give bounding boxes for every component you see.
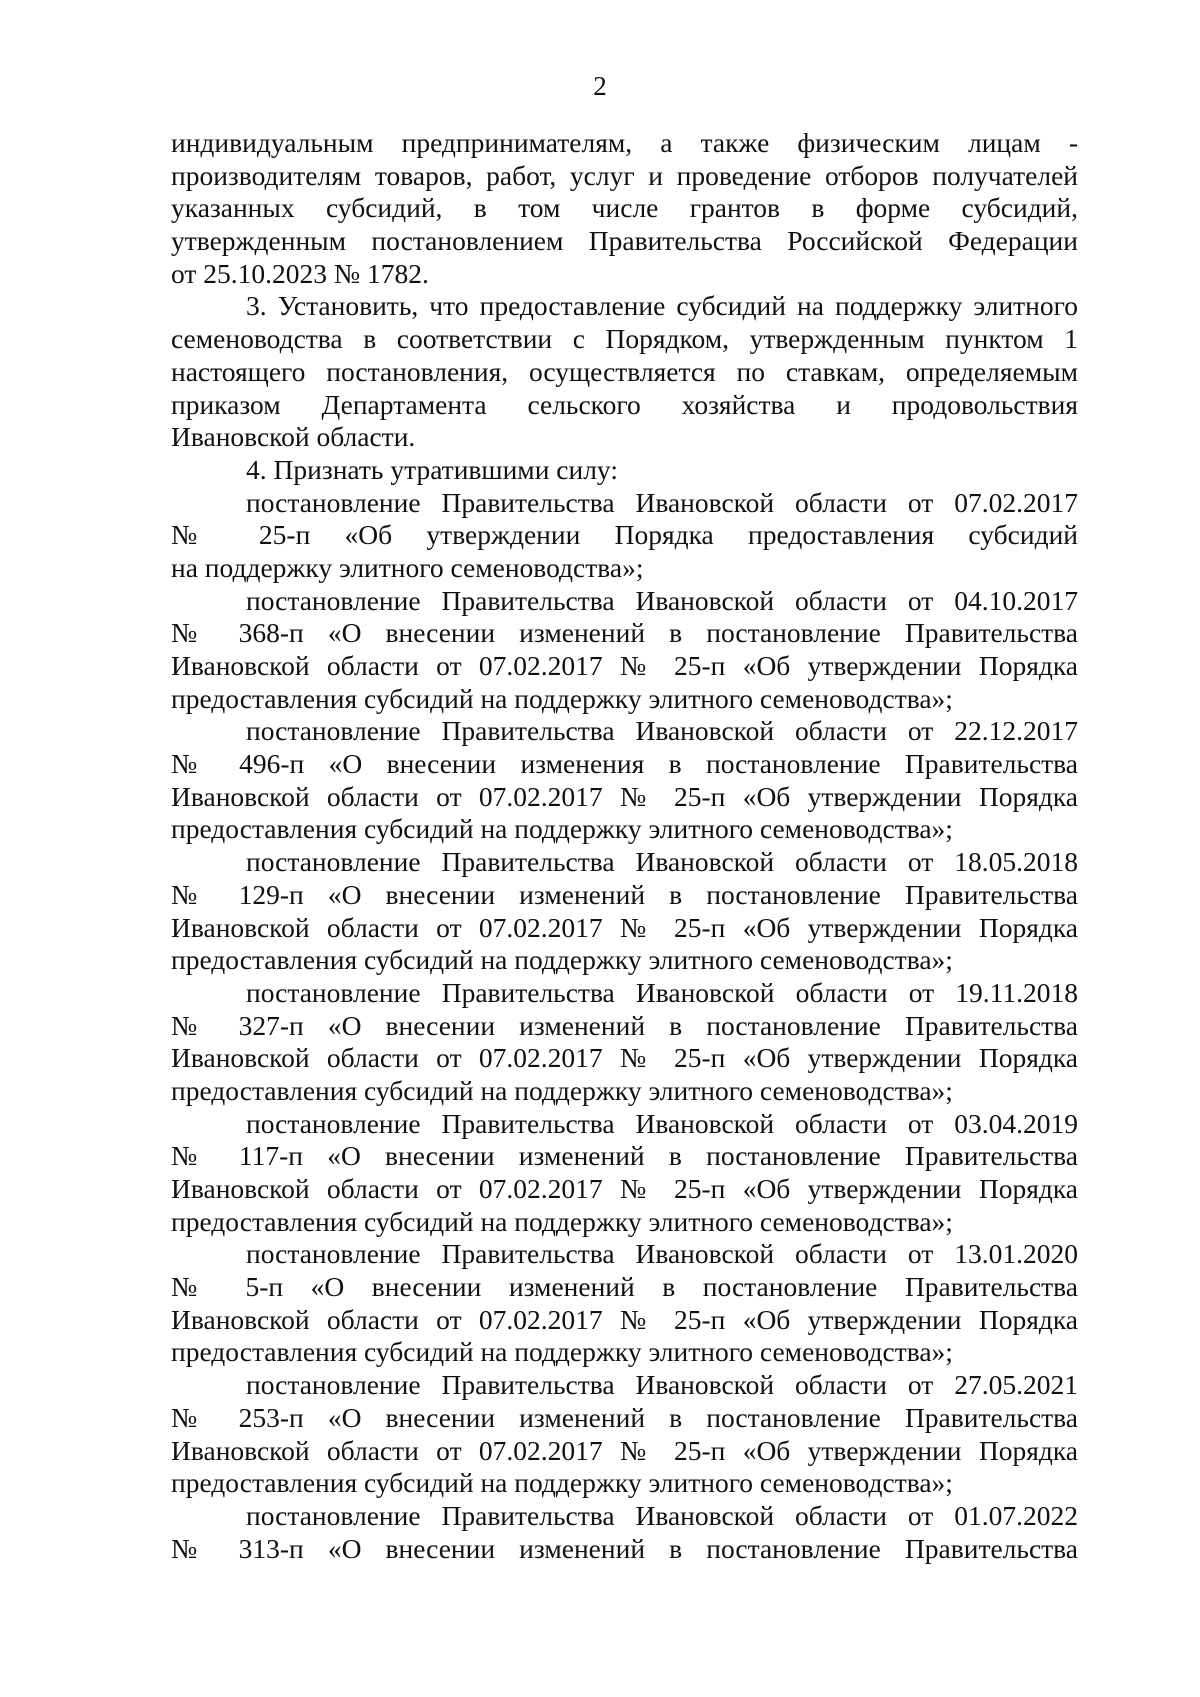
text-line: постановление Правительства Ивановской области от 18.05.2018 [246, 846, 1078, 878]
text-line: постановление Правительства Ивановской области от 13.01.2020 [246, 1238, 1078, 1270]
text-line: постановление Правительства Ивановской области от 27.05.2021 [246, 1369, 1078, 1401]
text-line: предоставления субсидий на поддержку элитного семеноводства»; [171, 1336, 953, 1368]
text-line: № 496-п «О внесении изменения в постановление Правительства [171, 748, 1078, 780]
paragraph [171, 290, 1078, 453]
text-line: постановление Правительства Ивановской области от 19.11.2018 [246, 976, 1078, 1008]
text-line: № 327-п «О внесении изменений в постановление Правительства [171, 1009, 1078, 1041]
text-line: от 25.10.2023 № 1782. [171, 257, 429, 289]
text-line: № 253-п «О внесении изменений в постановление Правительства [171, 1401, 1078, 1433]
text-line: Ивановской области. [171, 421, 416, 453]
page-number: 2 [593, 71, 607, 101]
text-line: постановление Правительства Ивановской области от 03.04.2019 [246, 1107, 1078, 1139]
text-line: № 368-п «О внесении изменений в постановление Правительства [171, 617, 1078, 649]
text-line: приказом Департамента сельского хозяйства и продовольствия [171, 388, 1078, 420]
text-line: Ивановской области от 07.02.2017 № 25-п «Об утверждении Порядка [171, 1042, 1078, 1074]
text-line: 4. Признать утратившими силу: [246, 453, 618, 485]
text-line: № 129-п «О внесении изменений в постановление Правительства [171, 878, 1078, 910]
text-line: предоставления субсидий на поддержку элитного семеноводства»; [171, 813, 953, 845]
text-line: постановление Правительства Ивановской области от 22.12.2017 [246, 715, 1078, 747]
text-line: предоставления субсидий на поддержку элитного семеноводства»; [171, 1205, 953, 1237]
text-line: Ивановской области от 07.02.2017 № 25-п «Об утверждении Порядка [171, 1434, 1078, 1466]
text-line: семеноводства в соответствии с Порядком, утвержденным пунктом 1 [171, 323, 1078, 355]
text-line: № 117-п «О внесении изменений в постановление Правительства [171, 1140, 1078, 1172]
paragraph [171, 454, 1078, 487]
text-line: постановление Правительства Ивановской области от 04.10.2017 [246, 584, 1078, 616]
paragraph [171, 1108, 1078, 1239]
text-line: производителям товаров, работ, услуг и проведение отборов получателей [171, 159, 1078, 191]
paragraph [171, 1369, 1078, 1500]
paragraph [171, 127, 1078, 290]
text-line: предоставления субсидий на поддержку элитного семеноводства»; [171, 1074, 953, 1106]
paragraph [171, 1500, 1078, 1565]
paragraph [171, 487, 1078, 585]
text-line: указанных субсидий, в том числе грантов в форме субсидий, [171, 192, 1078, 224]
paragraph [171, 715, 1078, 846]
text-line: № 313-п «О внесении изменений в постановление Правительства [171, 1532, 1078, 1564]
text-line: утвержденным постановлением Правительства Российской Федерации [171, 225, 1078, 257]
text-line: № 5-п «О внесении изменений в постановление Правительства [171, 1271, 1078, 1303]
paragraph [171, 585, 1078, 716]
text-line: настоящего постановления, осуществляется по ставкам, определяемым [171, 355, 1078, 387]
text-line: № 25-п «Об утверждении Порядка предоставления субсидий [171, 519, 1078, 551]
text-line: постановление Правительства Ивановской области от 07.02.2017 [246, 486, 1078, 518]
text-line: Ивановской области от 07.02.2017 № 25-п «Об утверждении Порядка [171, 1173, 1078, 1204]
text-line: постановление Правительства Ивановской области от 01.07.2022 [246, 1499, 1078, 1531]
paragraph [171, 1238, 1078, 1369]
document-body [171, 127, 1078, 1565]
text-line: предоставления субсидий на поддержку элитного семеноводства»; [171, 944, 953, 976]
text-line: предоставления субсидий на поддержку элитного семеноводства»; [171, 1467, 953, 1499]
text-line: Ивановской области от 07.02.2017 № 25-п «Об утверждении Порядка [171, 780, 1078, 812]
text-line: 3. Установить, что предоставление субсидий на поддержку элитного [246, 290, 1078, 322]
text-line: предоставления субсидий на поддержку элитного семеноводства»; [171, 682, 953, 714]
paragraph [171, 977, 1078, 1108]
paragraph [171, 846, 1078, 977]
text-line: на поддержку элитного семеноводства»; [171, 551, 644, 583]
text-line: Ивановской области от 07.02.2017 № 25-п «Об утверждении Порядка [171, 911, 1078, 943]
text-line: Ивановской области от 07.02.2017 № 25-п «Об утверждении Порядка [171, 1303, 1078, 1335]
text-line: Ивановской области от 07.02.2017 № 25-п «Об утверждении Порядка [171, 650, 1078, 681]
text-line: индивидуальным предпринимателям, а также физическим лицам - [171, 127, 1078, 158]
